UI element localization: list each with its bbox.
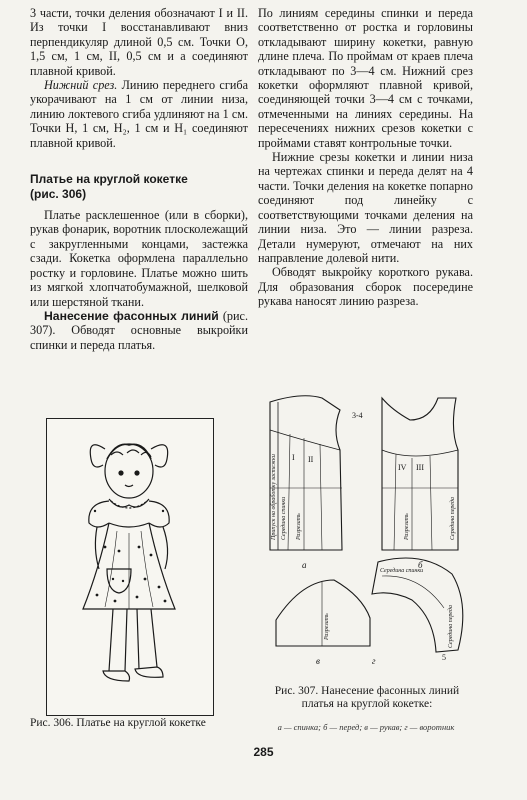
pattern-label: Середина переда xyxy=(448,605,454,648)
right-column xyxy=(258,6,473,309)
paragraph: Нижние срезы кокетки и линии низа на чертежах спинки и переда делят на 4 части. Точки деления на кокетке попарно соединяют под линейку с соответствующими точками деления на линии низа. Это — линии разреза. Детали нумеруют, отмечают на них направление долевой нити. xyxy=(258,150,473,265)
paragraph: По линиям середины спинки и переда соответственно от ростка и горловины откладывают ширину кокетки, равную длине плеча. По проймам от краев плеча откладывают по 3—4 см. Нижний срез кокетки оформляют плавной кривой, соединяющей точки 3—4 см с точками, отмеченными на линиях середины. На пересечениях нижних срезов кокетки с проймами ставят контрольные точки. xyxy=(258,6,473,150)
page-number: 285 xyxy=(253,745,274,759)
paragraph-lead: Нижний срез. xyxy=(44,78,118,93)
pattern-label: Разрезать xyxy=(296,513,302,540)
pattern-label: 3-4 xyxy=(352,411,363,420)
sub-label-v: в xyxy=(316,656,320,666)
paragraph-body: (рис. 307). Обводят основные выкройки спинки и переда платья. xyxy=(30,308,248,352)
pattern-label: IV xyxy=(398,463,407,472)
sub-label-a: а xyxy=(302,560,307,570)
paragraph: 3 части, точки деления обозначают I и II. Из точки I восстанавливают вниз перпендикуляр длиной 0,5 см. Точки O, 1,5 см, 1 см, II, 0,5 см и a соединяют плавной кривой. xyxy=(30,6,248,78)
paragraph-lead: Нанесение фасонных линий xyxy=(44,308,219,323)
pattern-label: Разрезать xyxy=(404,513,410,540)
figure-307-pattern xyxy=(262,390,472,680)
pattern-label: Середина спинки xyxy=(380,568,424,574)
pattern-label: Середина переда xyxy=(450,497,456,540)
left-column xyxy=(30,6,248,352)
pattern-label: I xyxy=(292,453,295,462)
pattern-drawing xyxy=(262,390,472,680)
pattern-label: Припуск на обработку застежки xyxy=(271,454,277,540)
sleeve-piece xyxy=(276,580,370,646)
front-piece xyxy=(382,398,458,550)
paragraph: Платье расклешенное (или в сборки), рукав фонарик, воротник плосколежащий с закругленными концами, застежка сзади. Кокетка оформлена параллельно ростку и горловине. Платье можно шить из мягкой хлопчатобумажной, шелковой или шерстяной ткани. xyxy=(30,208,248,309)
figure-307-legend: а — спинка; б — перед; в — рукав; г — воротник xyxy=(277,722,455,732)
pattern-label: Разрезать xyxy=(324,613,330,640)
section-heading: Платье на круглой кокетке xyxy=(30,172,188,187)
figure-307-caption: Рис. 307. Нанесение фасонных линий платья на круглой кокетке: xyxy=(274,685,460,710)
figure-306-illustration xyxy=(46,418,214,716)
girl-dress-drawing xyxy=(47,419,213,715)
paragraph-body: Линию переднего сгиба укорачивают на 1 см от линии низа, линию локтевого сгиба удлиняют на 1 см. Точки H, 1 см, H₂, 1 см и H₁ соединяют плавной кривой. xyxy=(30,78,248,150)
pattern-label: III xyxy=(416,463,424,472)
sub-label-b: б xyxy=(418,560,423,570)
sub-label-g: г xyxy=(372,656,376,666)
pattern-label: II xyxy=(308,455,314,464)
section-heading-ref: (рис. 306) xyxy=(30,187,87,202)
pattern-label: 5 xyxy=(442,653,446,662)
pattern-label: Середина спинки xyxy=(281,496,287,540)
paragraph: Обводят выкройку короткого рукава. Для образования сборок посередине рукава наносят линию разреза. xyxy=(258,265,473,309)
paragraph-lower-edge xyxy=(30,78,248,150)
paragraph-lines xyxy=(30,309,248,352)
figure-306-caption: Рис. 306. Платье на круглой кокетке xyxy=(30,717,206,729)
